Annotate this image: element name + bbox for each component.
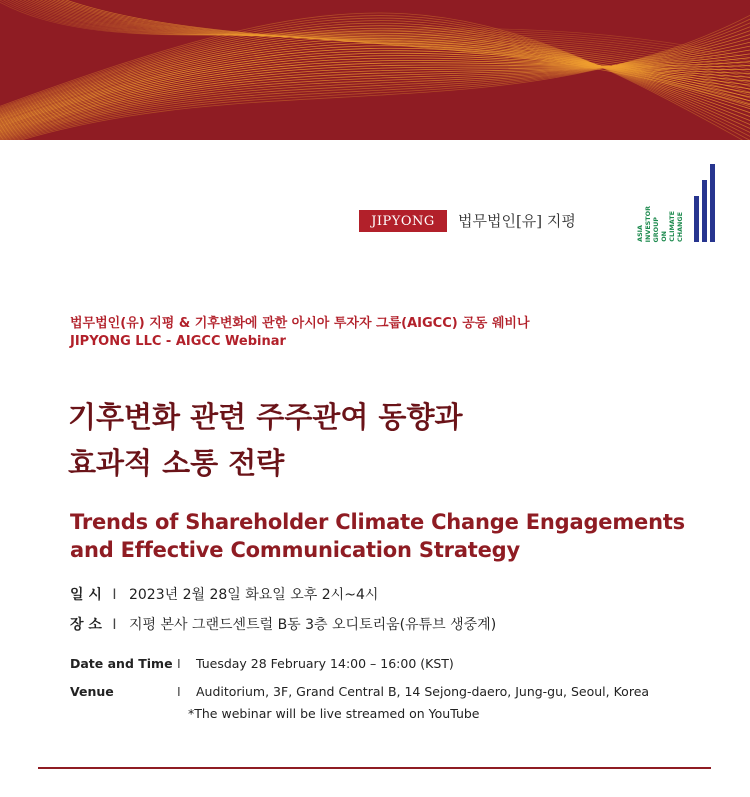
aigcc-logo-text (636, 164, 702, 242)
place-separator-kr: I (112, 617, 117, 633)
date-separator-en: I (176, 656, 181, 671)
date-label-kr: 일 시 (70, 587, 102, 603)
date-row-en (70, 656, 454, 671)
title-kr-line-2: 효과적 소통 전략 (68, 446, 285, 480)
webinar-subtitle-kr: 법무법인(유) 지평 & 기후변화에 관한 아시아 투자자 그룹(AIGCC) 공동 웨비나 (70, 316, 530, 331)
title-kr-line-1: 기후변화 관련 주주관여 동향과 (68, 400, 463, 434)
place-row-kr (70, 614, 496, 634)
date-row-kr (70, 584, 378, 604)
aigcc-bar-1 (694, 196, 699, 242)
aigcc-line-1: ASIA (636, 225, 644, 242)
aigcc-line-2: INVESTOR (644, 205, 652, 242)
aigcc-bar-3 (710, 164, 715, 242)
title-en-line-1: Trends of Shareholder Climate Change Engagements (70, 510, 685, 534)
header-banner (0, 0, 750, 140)
aigcc-bar-2 (702, 180, 707, 242)
date-value-kr: 2023년 2월 28일 화요일 오후 2시~4시 (128, 587, 379, 603)
title-en-line-2: and Effective Communication Strategy (70, 538, 520, 562)
footer-divider (38, 767, 711, 769)
page-title-en (70, 508, 685, 564)
date-separator-kr: I (112, 587, 117, 603)
venue-row-en (70, 684, 649, 699)
wave-lines-graphic (0, 0, 750, 140)
jipyong-logo-box (359, 210, 447, 232)
webinar-subtitle-en: JIPYONG LLC - AIGCC Webinar (70, 334, 286, 349)
jipyong-logo-en: JIPYONG (371, 213, 435, 229)
place-value-kr: 지평 본사 그랜드센트럴 B동 3층 오디토리움(유튜브 생중계) (128, 617, 497, 633)
page-title-kr (68, 394, 462, 486)
aigcc-logo (636, 164, 716, 242)
venue-note-en: *The webinar will be live streamed on YouTube (188, 706, 480, 721)
venue-separator-en: I (176, 684, 181, 699)
aigcc-line-3: GROUP (652, 216, 660, 242)
place-label-kr: 장 소 (70, 617, 102, 633)
venue-label-en: Venue (70, 684, 114, 699)
venue-value-en: Auditorium, 3F, Grand Central B, 14 Sejong-daero, Jung-gu, Seoul, Korea (195, 684, 650, 699)
jipyong-logo-kr: 법무법인[유] 지평 (458, 212, 576, 230)
aigcc-line-6: CHANGE (676, 212, 684, 242)
aigcc-line-5: CLIMATE (668, 211, 676, 242)
aigcc-line-4: ON (660, 231, 668, 242)
date-value-en: Tuesday 28 February 14:00 – 16:00 (KST) (195, 656, 454, 671)
date-label-en: Date and Time (70, 656, 173, 671)
